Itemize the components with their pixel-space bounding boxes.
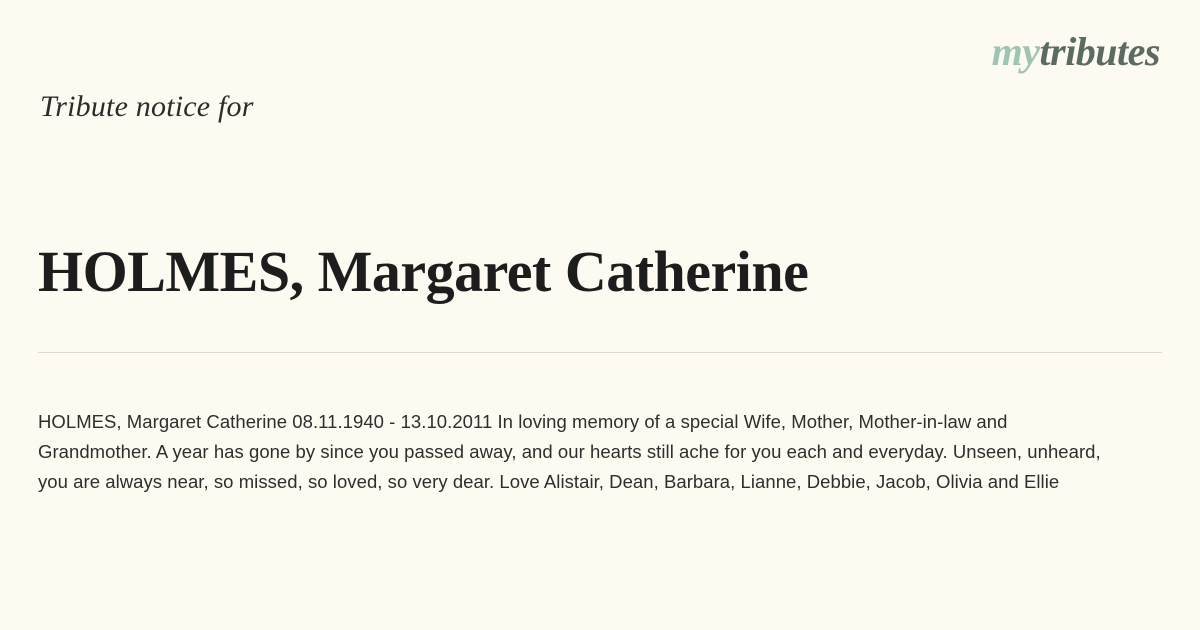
- notice-eyebrow: Tribute notice for: [40, 90, 254, 123]
- logo-my-text: my: [991, 29, 1040, 74]
- notice-body: HOLMES, Margaret Catherine 08.11.1940 - 13.10.2011 In loving memory of a special Wife, Mother, Mother-in-law and Grandmother. A year has gone by since you passed away, and our hearts still ache for you each and everyday. Unseen, unheard, you are always near, so missed, so loved, so very dear. Love Alistair, Dean, Barbara, Lianne, Debbie, Jacob, Olivia and Ellie: [38, 410, 1101, 492]
- page-title: HOLMES, Margaret Catherine: [38, 238, 809, 304]
- mytributes-logo[interactable]: [991, 29, 1160, 74]
- logo-tributes-text: tributes: [1039, 29, 1160, 74]
- divider: [38, 352, 1162, 353]
